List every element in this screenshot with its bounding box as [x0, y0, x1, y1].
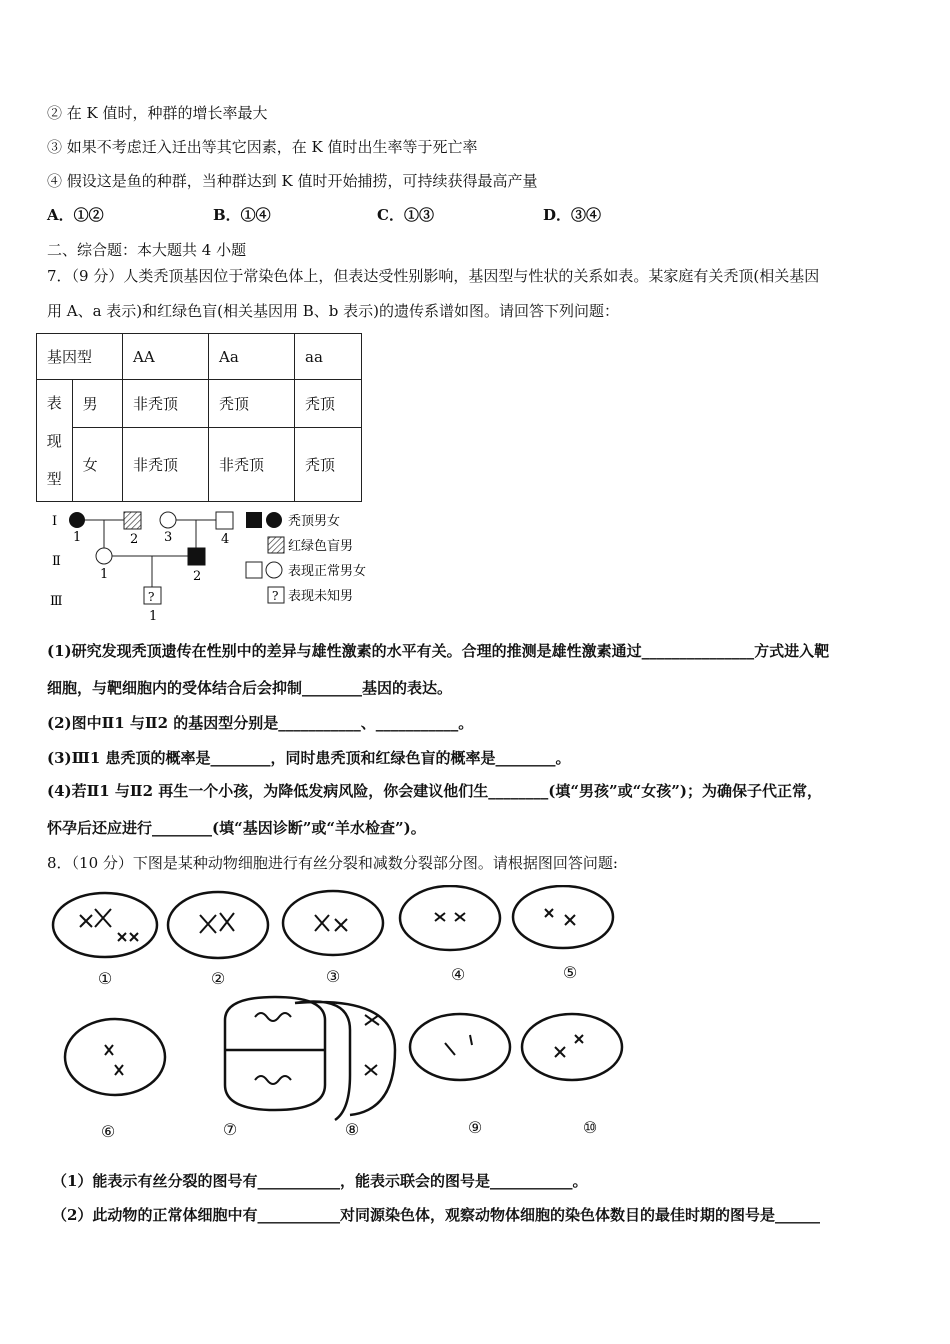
- legend-normal-female-icon: [266, 562, 282, 578]
- q7-question-1b: 细胞，与靶细胞内的受体结合后会抑制________基因的表达。: [47, 679, 453, 697]
- colorblind-male-symbol: [124, 512, 141, 529]
- q8-question-2: （2）此动物的正常体细胞中有___________对同源染色体，观察动物体细胞的染色体数目的最佳时期的图号是______: [52, 1206, 820, 1224]
- table-cell: 秃顶: [295, 428, 362, 502]
- affected-female-symbol: [69, 512, 85, 528]
- q6-choice-d: D．③④: [543, 206, 602, 224]
- cell-label: ④: [450, 965, 466, 984]
- q6-option-3: ③ 如果不考虑迁入迁出等其它因素，在 K 值时出生率等于死亡率: [47, 138, 478, 156]
- legend-colorblind-icon: [268, 537, 284, 553]
- pedigree-diagram: [36, 505, 396, 625]
- pedigree-number: 1: [73, 530, 82, 545]
- gen-label: Ⅱ: [52, 554, 61, 569]
- gen-label: Ⅰ: [52, 514, 58, 529]
- cell-label: ⑤: [562, 963, 578, 982]
- q7-question-3: (3)Ⅲ1 患秃顶的概率是________，同时患秃顶和红绿色盲的概率是________。: [47, 749, 571, 767]
- q7-intro-1: 7．（9 分）人类秃顶基因位于常染色体上，但表达受性别影响，基因型与性状的关系如表。某家庭有关秃顶(相关基因: [47, 267, 820, 285]
- unknown-mark: ?: [148, 590, 155, 604]
- q6-option-2: ② 在 K 值时，种群的增长率最大: [47, 104, 268, 122]
- table-cell: 非秃顶: [209, 428, 295, 502]
- table-genotype-Aa: Aa: [209, 334, 295, 380]
- affected-male-symbol: [188, 548, 205, 565]
- genotype-table: [36, 333, 362, 502]
- legend-affected-female-icon: [266, 512, 282, 528]
- table-genotype-aa: aa: [295, 334, 362, 380]
- table-phenotype-label: 表 现 型: [37, 380, 73, 502]
- q6-choice-c: C．①③: [377, 206, 434, 224]
- q7-question-4a: (4)若Ⅱ1 与Ⅱ2 再生一个小孩，为降低发病风险，你会建议他们生________(填“男孩”或“女孩”)；为确保子代正常，: [47, 782, 822, 800]
- cell-label: ⑧: [344, 1120, 360, 1139]
- q7-intro-2: 用 A、a 表示)和红绿色盲(相关基因用 B、b 表示)的遗传系谱如图。请回答下列问题：: [47, 302, 620, 320]
- normal-female-symbol: [96, 548, 112, 564]
- cell-label: ⑨: [467, 1118, 483, 1137]
- cell-label: ⑦: [222, 1120, 238, 1139]
- cell-label: ③: [325, 967, 341, 986]
- cell-label: ⑩: [582, 1118, 598, 1137]
- pedigree-number: 2: [130, 532, 139, 547]
- q7-question-2: (2)图中Ⅱ1 与Ⅱ2 的基因型分别是___________、___________。: [47, 714, 474, 732]
- pedigree-number: 1: [149, 609, 158, 624]
- legend-label: 红绿色盲男: [288, 539, 354, 554]
- table-genotype-AA: AA: [123, 334, 209, 380]
- normal-male-symbol: [216, 512, 233, 529]
- table-cell: 非秃顶: [123, 380, 209, 428]
- table-cell: 秃顶: [295, 380, 362, 428]
- q6-choice-b: B．①④: [213, 206, 271, 224]
- q7-question-1a: (1)研究发现秃顶遗传在性别中的差异与雄性激素的水平有关。合理的推测是雄性激素通过_______________方式进入靶: [47, 642, 830, 660]
- table-female-label: 女: [72, 428, 122, 502]
- table-male-label: 男: [72, 380, 122, 428]
- legend-label: 秃顶男女: [288, 514, 341, 529]
- legend-label: 表现正常男女: [288, 564, 367, 579]
- cell-label: ⑥: [100, 1122, 116, 1141]
- pedigree-number: 2: [193, 569, 202, 584]
- gen-label: Ⅲ: [50, 594, 63, 609]
- q6-choice-a: A．①②: [47, 206, 104, 224]
- legend-label: 表现未知男: [288, 589, 354, 604]
- cell-division-figure: [50, 885, 650, 1150]
- pedigree-number: 4: [221, 532, 230, 547]
- legend-affected-male-icon: [246, 512, 262, 528]
- pedigree-number: 3: [164, 530, 173, 545]
- pedigree-number: 1: [100, 567, 109, 582]
- normal-female-symbol: [160, 512, 176, 528]
- q8-intro: 8．（10 分）下图是某种动物细胞进行有丝分裂和减数分裂部分图。请根据图回答问题:: [47, 854, 618, 872]
- q8-question-1: （1）能表示有丝分裂的图号有___________，能表示联会的图号是___________。: [52, 1172, 588, 1190]
- cell-label: ②: [210, 969, 226, 988]
- section-heading: 二、综合题：本大题共 4 小题: [47, 241, 247, 259]
- cell-label: ①: [97, 969, 113, 988]
- unknown-mark: ?: [272, 589, 279, 603]
- q7-question-4b: 怀孕后还应进行________(填“基因诊断”或“羊水检查”)。: [47, 819, 426, 837]
- legend-normal-male-icon: [246, 562, 262, 578]
- table-cell: 非秃顶: [123, 428, 209, 502]
- q6-option-4: ④ 假设这是鱼的种群，当种群达到 K 值时开始捕捞，可持续获得最高产量: [47, 172, 538, 190]
- table-cell: 秃顶: [209, 380, 295, 428]
- table-header-label: 基因型: [37, 334, 123, 380]
